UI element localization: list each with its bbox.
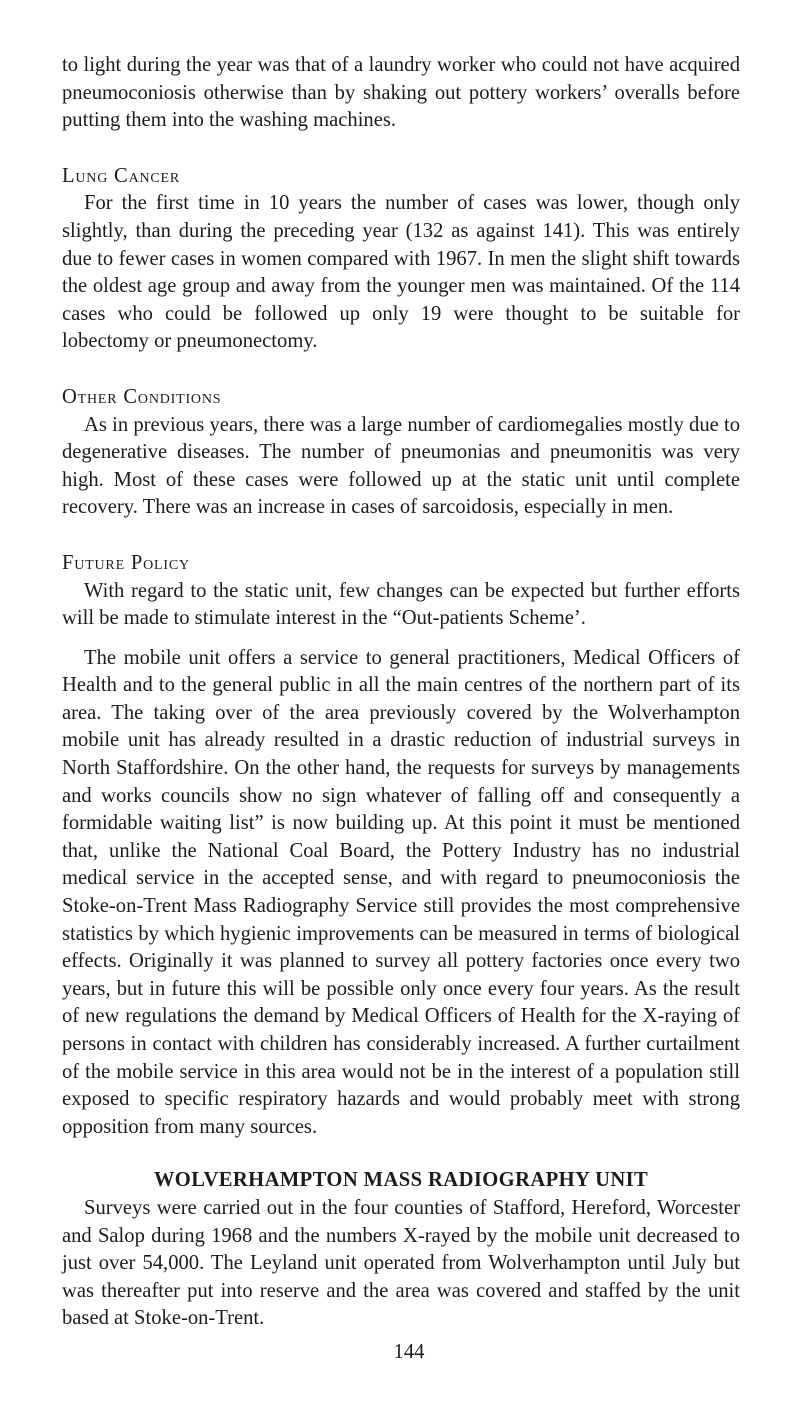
wolverhampton-section-title: WOLVERHAMPTON MASS RADIOGRAPHY UNIT [153,1169,649,1192]
page-number: 144 [393,1340,425,1363]
other-conditions-paragraph: As in previous years, there was a large number of cardiomegalies mostly due to degenerative diseases. The number of pneumonias and pneumonitis was very high. Most of these cases were followed up at the static unit until complete recovery. There was an increase in cases of sarcoidosis, especially in men. [62,413,740,519]
intro-paragraph: to light during the year was that of a laundry worker who could not have acquired pneumoconiosis otherwise than by shaking out pottery workers’ overalls before putting them into the washing machines. [62,54,740,132]
future-policy-paragraph-2: The mobile unit offers a service to general practitioners, Medical Officers of Health and to the general public in all the main centres of the northern part of its area. The taking over of the area previously covered by the Wolverhampton mobile unit has already resulted in a drastic reduction of industrial surveys in North Staffordshire. On the other hand, the requests for surveys by managements and works councils show no sign whatever of falling off and consequently a formidable waiting list” is now building up. At this point it must be mentioned that, unlike the National Coal Board, the Pottery Industry has no industrial medical service in the accepted sense, and with regard to pneumoconiosis the Stoke-on-Trent Mass Radiography Service still provides the most comprehensive statistics by which hygienic improvements can be measured in terms of biological effects. Originally it was planned to survey all pottery factories once every two years, but in future this will be possible only once every four years. As the result of new regulations the demand by Medical Officers of Health for the X-raying of persons in contact with children has considerably increased. A further curtailment of the mobile service in this area would not be in the interest of a population still exposed to specific respiratory hazards and would probably meet with strong opposition from many sources. [62,646,740,1138]
wolverhampton-paragraph: Surveys were carried out in the four counties of Stafford, Hereford, Worcester and Salop during 1968 and the numbers X-rayed by the mobile unit decreased to just over 54,000. The Leyland unit operated from Wolverhampton until July but was thereafter put into reserve and the area was covered and staffed by the unit based at Stoke-on-Trent. [62,1196,740,1330]
future-policy-heading: Future Policy [62,551,190,574]
lung-cancer-paragraph: For the first time in 10 years the number of cases was lower, though only slightly, than during the preceding year (132 as against 141). This was entirely due to fewer cases in women compared with 1967. In men the slight shift towards the oldest age group and away from the younger men was maintained. Of the 114 cases who could be followed up only 19 were thought to be suitable for lobectomy or pneumonectomy. [62,192,740,353]
future-policy-paragraph-1: With regard to the static unit, few changes can be expected but further efforts will be made to stimulate interest in the “Out-patients Scheme’. [62,579,740,630]
other-conditions-heading: Other Conditions [62,385,222,408]
document-page [62,52,740,1367]
lung-cancer-heading: Lung Cancer [62,164,181,187]
